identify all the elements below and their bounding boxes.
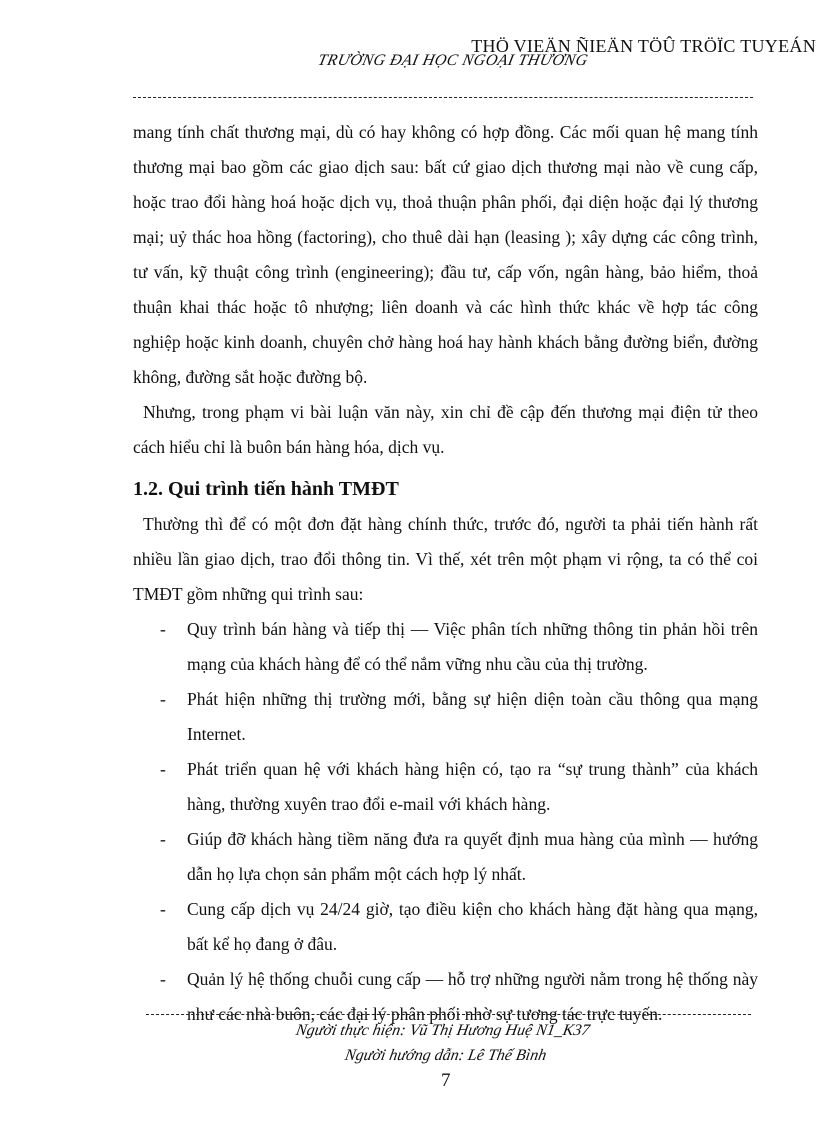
list-item-text: Phát hiện những thị trường mới, bằng sự hiện diện toàn cầu thông qua mạng Internet. xyxy=(187,689,758,744)
process-list xyxy=(133,612,758,1032)
school-name: TRƯỜNG ĐẠI HỌC NGOẠI THƯƠNG xyxy=(316,52,590,69)
list-item-text: Quản lý hệ thống chuỗi cung cấp — hỗ trợ những người nằm trong hệ thống này như các nhà buôn, các đại lý phân phối nhờ sự tương tác trực tuyến. xyxy=(187,969,758,1024)
paragraph-commercial-relations: mang tính chất thương mại, dù có hay không có hợp đồng. Các mối quan hệ mang tính thương mại bao gồm các giao dịch sau: bất cứ giao dịch thương mại nào về cung cấp, hoặc trao đổi hàng hoá hoặc dịch vụ, thoả thuận phân phối, đại diện hoặc đại lý thương mại; uỷ thác hoa hồng (factoring), cho thuê dài hạn (leasing ); xây dựng các công trình, tư vấn, kỹ thuật công trình (engineering); đầu tư, cấp vốn, ngân hàng, bảo hiểm, thoả thuận khai thác hoặc tô nhượng; liên doanh và các hình thức khác về hợp tác công nghiệp hoặc kinh doanh, chuyên chở hàng hoá hay hành khách bằng đường biển, đường không, đường sắt hoặc đường bộ. xyxy=(133,122,758,387)
list-item-text: Giúp đỡ khách hàng tiềm năng đưa ra quyết định mua hàng của mình — hướng dẫn họ lựa chọn sản phẩm một cách hợp lý nhất. xyxy=(187,829,758,884)
list-item-text: Cung cấp dịch vụ 24/24 giờ, tạo điều kiện cho khách hàng đặt hàng qua mạng, bất kể họ đang ở đâu. xyxy=(187,899,758,954)
footer-advisor: Người hướng dẫn: Lê Thế Bình xyxy=(343,1047,548,1064)
list-item xyxy=(133,612,758,682)
paragraph-process-intro: Thường thì để có một đơn đặt hàng chính thức, trước đó, người ta phải tiến hành rất nhiều lần giao dịch, trao đổi thông tin. Vì thế, xét trên một phạm vi rộng, ta có thể coi TMĐT gồm những qui trình sau: xyxy=(133,514,758,604)
list-item xyxy=(133,752,758,822)
section-heading: 1.2. Qui trình tiến hành TMĐT xyxy=(133,478,399,500)
list-item xyxy=(133,822,758,892)
page-number: 7 xyxy=(441,1070,451,1091)
list-item-text: Phát triển quan hệ với khách hàng hiện có, tạo ra “sự trung thành” của khách hàng, thường xuyên trao đổi e-mail với khách hàng. xyxy=(187,759,758,814)
bullet-dash: - xyxy=(160,969,166,989)
library-title: THÖ VIEÄN ÑIEÄN TÖÛ TRÖÏC TUYEÁN xyxy=(471,36,816,56)
page-content xyxy=(133,115,758,1032)
bullet-dash: - xyxy=(160,899,166,919)
bullet-dash: - xyxy=(160,619,166,639)
paragraph-scope: Nhưng, trong phạm vi bài luận văn này, xin chỉ đề cập đến thương mại điện tử theo cách hiểu chỉ là buôn bán hàng hóa, dịch vụ. xyxy=(133,402,758,457)
bullet-dash: - xyxy=(160,759,166,779)
footer-author: Người thực hiện: Vũ Thị Hương Huệ N1_K37 xyxy=(294,1022,592,1039)
header-divider xyxy=(133,97,753,98)
list-item xyxy=(133,892,758,962)
bullet-dash: - xyxy=(160,689,166,709)
footer-divider xyxy=(146,1014,751,1015)
list-item xyxy=(133,682,758,752)
bullet-dash: - xyxy=(160,829,166,849)
list-item-text: Quy trình bán hàng và tiếp thị — Việc phân tích những thông tin phản hồi trên mạng của khách hàng để có thể nắm vững nhu cầu của thị trường. xyxy=(187,619,758,674)
